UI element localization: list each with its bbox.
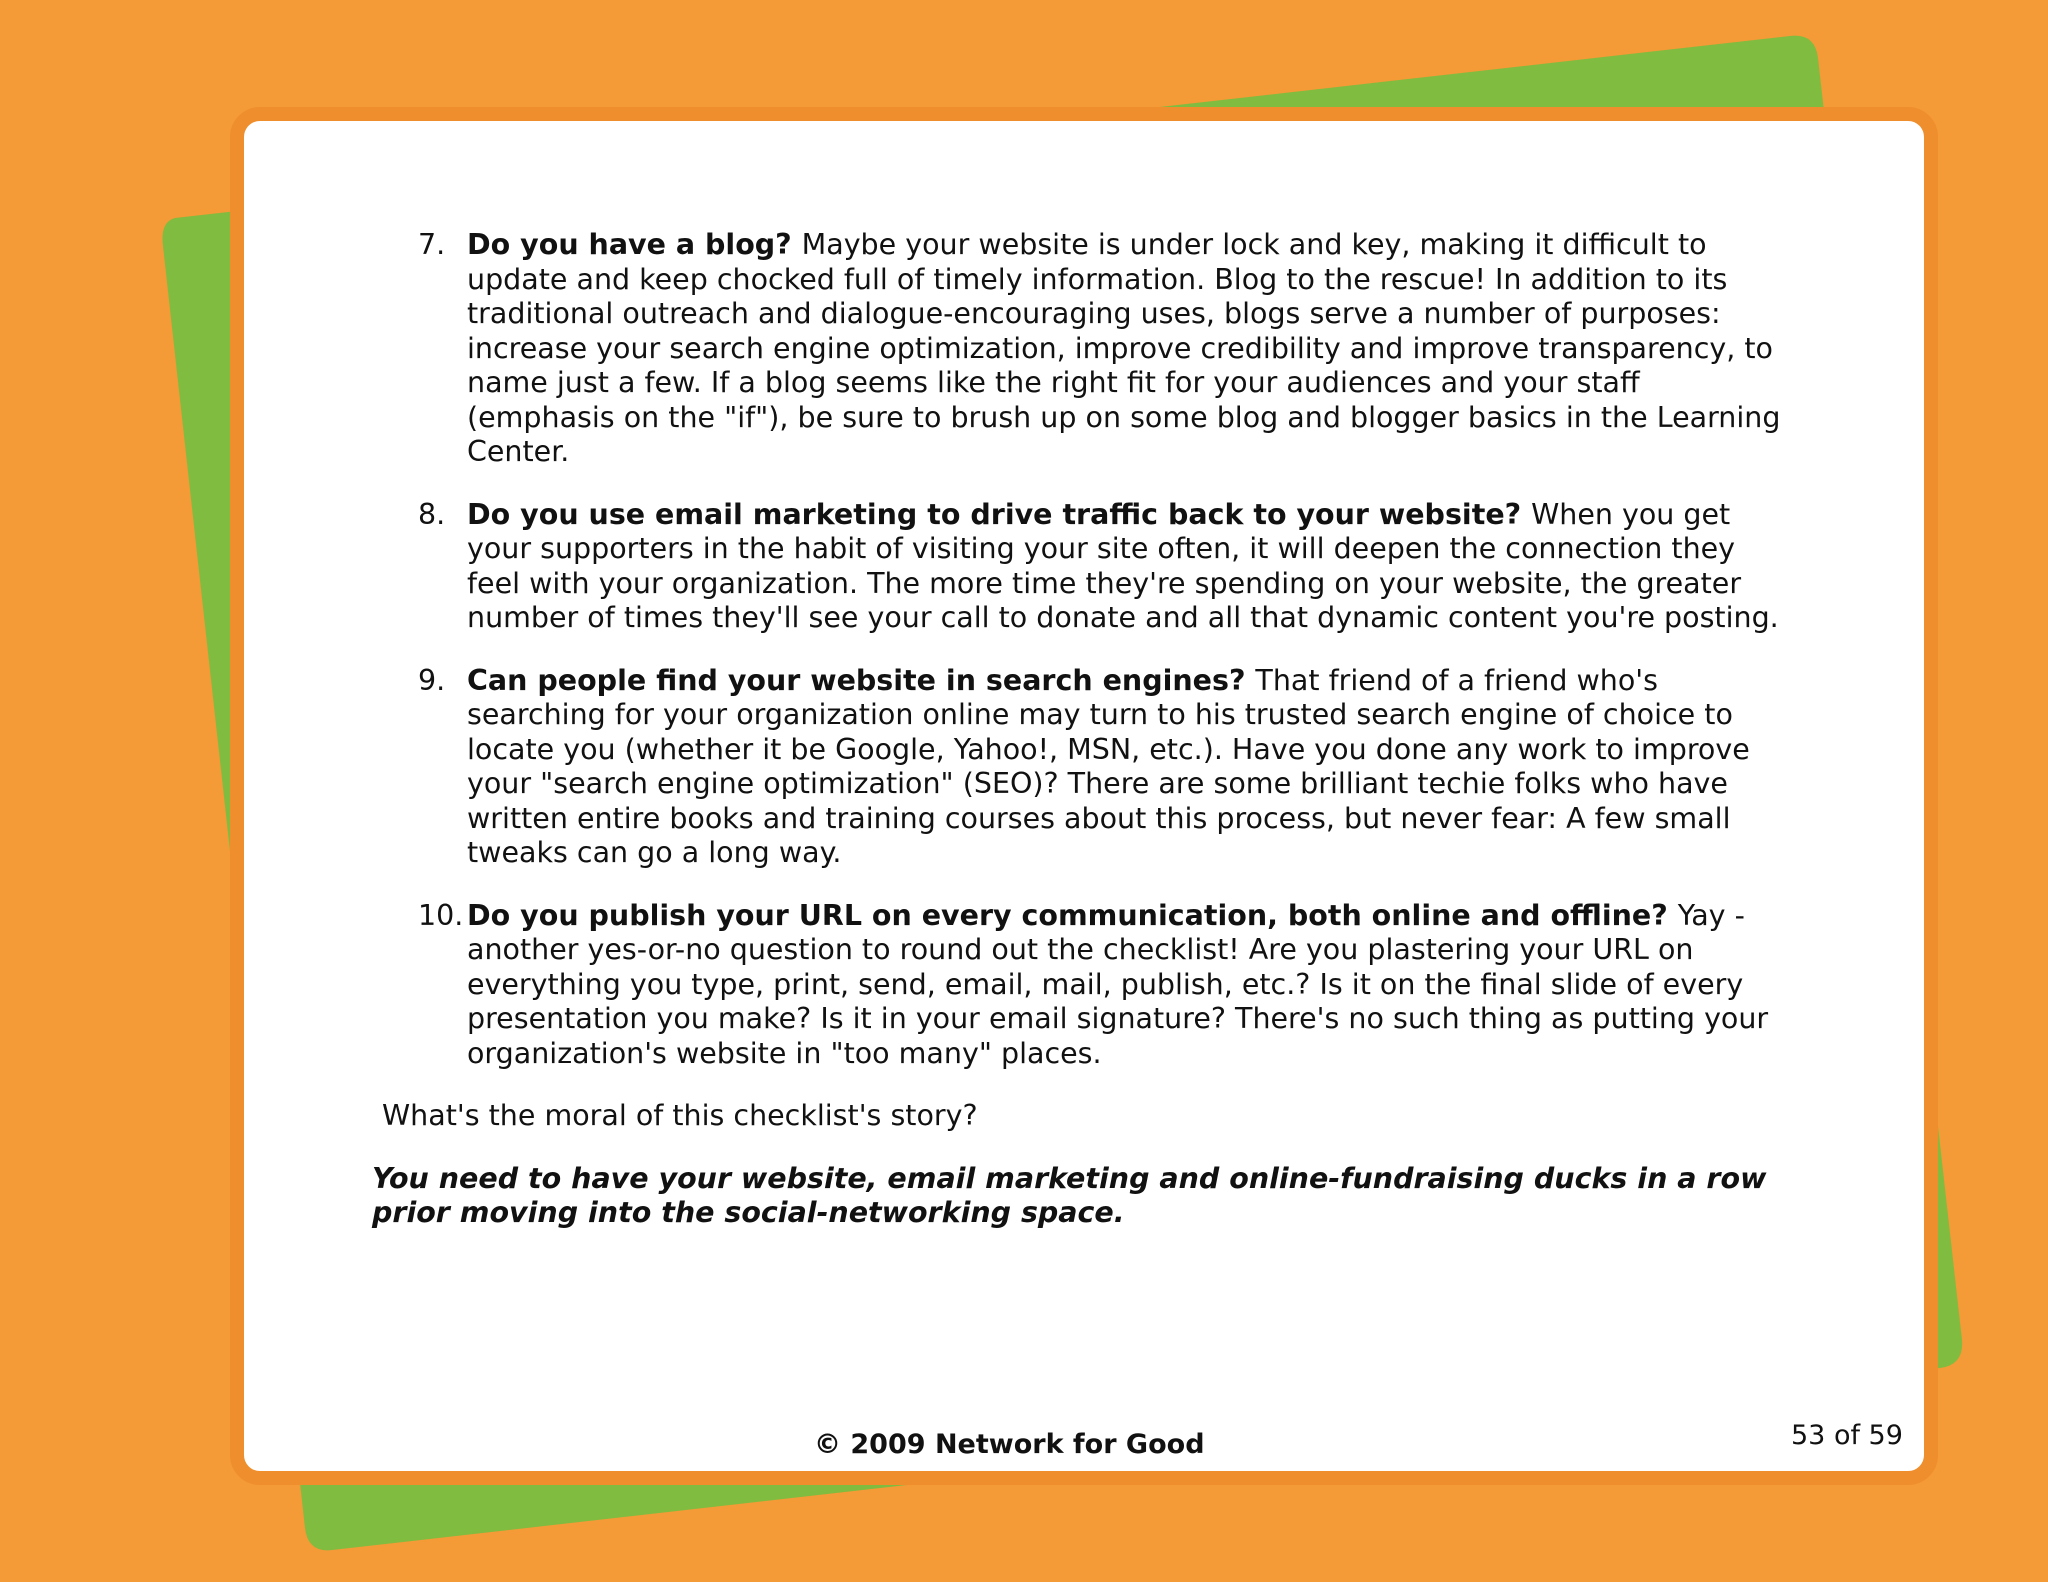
checklist-item [372, 899, 1792, 1072]
copyright-footer: © 2009 Network for Good [814, 1429, 1205, 1460]
page-number: 53 of 59 [1791, 1420, 1903, 1451]
item-question: Do you use email marketing to drive traffic back to your website? [467, 497, 1532, 531]
item-number: 9. [418, 663, 446, 697]
item-question: Do you publish your URL on every communication, both online and offline? [467, 898, 1678, 932]
item-body: When you get your supporters in the habit of visiting your site often, it will deepen the connection they feel with your organization. The more time they're spending on your website, the greater number of times they'll see your call to donate and all that dynamic content you're posting. [467, 497, 1779, 634]
moral-question: What's the moral of this checklist's story? [382, 1099, 978, 1132]
item-number: 8. [418, 497, 446, 531]
item-body: Maybe your website is under lock and key, making it difficult to update and keep chocked full of timely information. Blog to the rescue! In addition to its traditional outreach and dialogue-encouraging uses, blogs serve a number of purposes: increase your search engine optimization, improve credibility and improve transparency, to name just a few. If a blog seems like the right fit for your audiences and your staff (emphasis on the "if"), be sure to brush up on some blog and blogger basics in the Learning Center. [467, 228, 1781, 468]
item-number: 10. [418, 898, 464, 932]
document-page [230, 107, 1938, 1485]
item-question: Do you have a blog? [467, 228, 802, 261]
item-body: Yay - another yes-or-no question to round out the checklist! Are you plastering your URL on everything you type, print, send, email, mail, publish, etc.? Is it on the final slide of every presentation you make? Is it in your email signature? There's no such thing as putting your organization's website in "too many" places. [467, 898, 1769, 1070]
checklist-item [372, 664, 1792, 871]
item-body: That friend of a friend who's searching for your organization online may turn to his trusted search engine of choice to locate you (whether it be Google, Yahoo!, MSN, etc.). Have you done any work to improve your "search engine optimization" (SEO)? There are some brilliant techie folks who have written entire books and training courses about this process, but never fear: A few small tweaks can go a long way. [467, 663, 1750, 869]
item-question: Can people find your website in search engines? [467, 663, 1256, 697]
page-content [372, 228, 1792, 1231]
checklist-item [372, 228, 1792, 470]
moral-answer: You need to have your website, email marketing and online-fundraising ducks in a row prior moving into the social-networking space. [372, 1161, 1767, 1229]
checklist-item [372, 498, 1792, 636]
item-number: 7. [418, 228, 446, 261]
checklist [372, 228, 1792, 1071]
